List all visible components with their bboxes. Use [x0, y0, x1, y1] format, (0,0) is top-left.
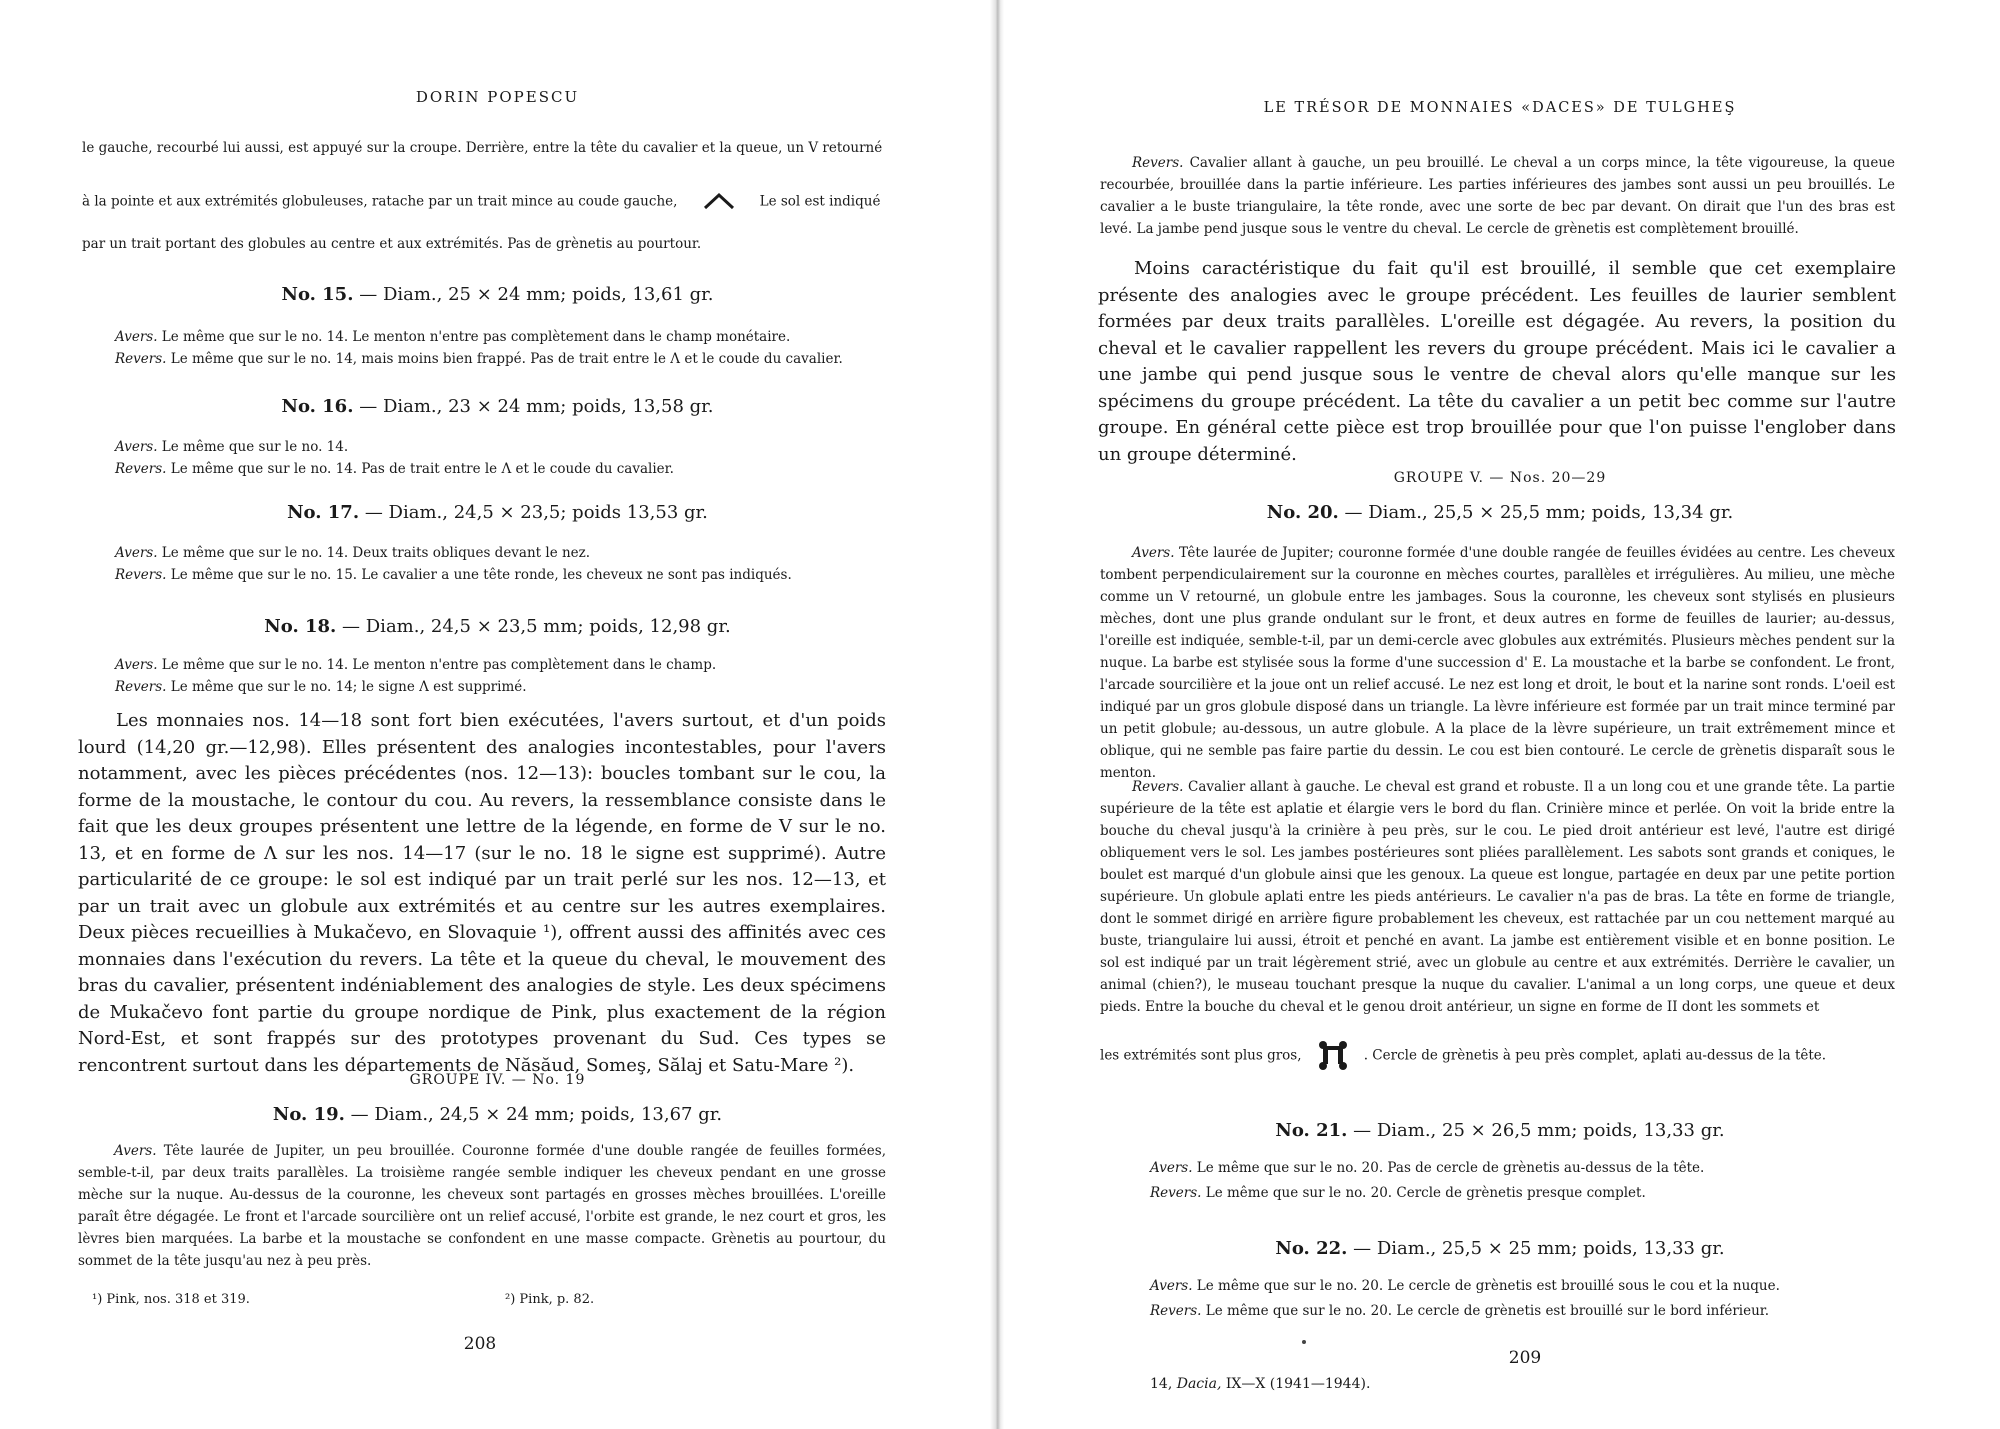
coin-number: No. 17.	[287, 502, 360, 523]
coin-20-end-line	[1100, 1040, 1900, 1070]
revers-label: Revers.	[1150, 1185, 1202, 1201]
end-text-after: . Cercle de grènetis à peu près complet, aplati au-dessus de la tête.	[1363, 1047, 1827, 1064]
left-page	[0, 0, 995, 1429]
end-text-before: les extrémités sont plus gros,	[1100, 1047, 1302, 1064]
avers-text: Le même que sur le no. 14.	[161, 439, 349, 455]
avers-text: Le même que sur le no. 20. Le cercle de grènetis est brouillé sous le cou et la nuque.	[1196, 1278, 1780, 1294]
revers-text: Le même que sur le no. 14. Pas de trait entre le Λ et le coude du cavalier.	[170, 461, 674, 477]
running-header-left: DORIN POPESCU	[415, 88, 580, 106]
coin-19-description	[78, 1140, 886, 1272]
intro-text	[82, 140, 892, 156]
coin-17-description	[115, 542, 915, 586]
lambda-sign-icon	[701, 190, 737, 212]
coin-22-description	[1150, 1274, 1920, 1324]
coin-measures: — Diam., 24,5 × 23,5 mm; poids, 12,98 gr.	[342, 616, 731, 637]
coin-measures: — Diam., 25 × 26,5 mm; poids, 13,33 gr.	[1353, 1120, 1725, 1141]
revers-label: Revers.	[115, 679, 167, 695]
coin-20-revers	[1100, 776, 1895, 1018]
avers-text: Tête laurée de Jupiter, un peu brouillée. Couronne formée d'une double rangée de feuilles formées, semble-t-il, par deux traits parallèles. La troisième rangée semble indiquer les cheveux pendant en une grosse mèche sur la nuque. Au-dessus de la couronne, les cheveux sont partagés en grosses mèches brouillées. L'oreille paraît être dégagée. Le front et l'arcade sourcilière ont un relief accusé, l'orbite est grande, le nez court et gros, les lèvres bien marquées. La barbe et la moustache se confondent en une masse compacte. Grènetis au pourtour, du sommet de la tête jusqu'au nez à peu près.	[78, 1143, 886, 1269]
coin-measures: — Diam., 25,5 × 25 mm; poids, 13,33 gr.	[1353, 1238, 1725, 1259]
avers-text: Le même que sur le no. 14. Le menton n'entre pas complètement dans le champ.	[161, 657, 717, 673]
revers-label: Revers.	[1132, 779, 1184, 795]
coin-number: No. 19.	[272, 1104, 345, 1125]
revers-text: Le même que sur le no. 15. Le cavalier a une tête ronde, les cheveux ne sont pas indiqués.	[170, 567, 792, 583]
body-paragraph-right	[1098, 256, 1896, 468]
revers-label: Revers.	[115, 461, 167, 477]
avers-text: Le même que sur le no. 14. Deux traits obliques devant le nez.	[161, 545, 591, 561]
avers-label: Avers.	[115, 545, 158, 561]
coin-number: No. 22.	[1275, 1238, 1348, 1259]
intro-line-2: à la pointe et aux extrémités globuleuses, ratache par un trait mince au coude gauche,	[82, 193, 678, 210]
body-paragraph-text: Les monnaies nos. 14—18 sont fort bien exécutées, l'avers surtout, et d'un poids lourd (14,20 gr.—12,98). Elles présentent des analogies incontestables, pour l'avers notamment, avec les pièces précédentes (nos. 12—13): boucles tombant sur le cou, la forme de la moustache, le contour du cou. Au revers, la ressemblance consiste dans le fait que les deux groupes présentent une lettre de la légende, en forme de V sur le no. 13, et en forme de Λ sur les nos. 14—17 (sur le no. 18 le signe est supprimé). Autre particularité de ce groupe: le sol est indiqué par un trait perlé sur les nos. 12—13, et par un trait avec un globule aux extrémités et au centre sur les autres exemplaires. Deux pièces recueillies à Mukačevo, en Slovaquie ¹), offrent aussi des affinités avec ces monnaies dans l'exécution du revers. La tête et la queue du cheval, le mouvement des bras du cavalier, présentent indéniablement des analogies de style. Les deux spécimens de Mukačevo font partie du groupe nordique de Pink, plus exactement de la région Nord-Est, et sont frappés sur des prototypes provenant du Sud. Ces types se rencontrent surtout dans les départements de Năsăud, Someş, Sălaj et Satu-Mare ²).	[78, 710, 886, 1076]
avers-label: Avers.	[114, 1143, 157, 1159]
intro-line-1: le gauche, recourbé lui aussi, est appuyé sur la croupe. Derrière, entre la tête du cavalier et la queue, un V retourné	[82, 140, 883, 156]
coin-measures: — Diam., 24,5 × 23,5; poids 13,53 gr.	[364, 502, 708, 523]
coin-heading-16	[0, 396, 995, 417]
footnote-1: ¹) Pink, nos. 318 et 319.	[92, 1292, 250, 1307]
coin-heading-17	[0, 502, 995, 523]
revers-label: Revers.	[115, 351, 167, 367]
body-paragraph	[78, 708, 886, 1079]
intro-line-3-wrap	[82, 236, 892, 252]
revers-label: Revers.	[1132, 155, 1184, 171]
avers-label: Avers.	[115, 439, 158, 455]
signature-line	[1150, 1376, 1370, 1392]
intro-line-2-wrap	[82, 190, 892, 212]
revers-text: Le même que sur le no. 14; le signe Λ est supprimé.	[170, 679, 527, 695]
coin-measures: — Diam., 25 × 24 mm; poids, 13,61 gr.	[359, 284, 714, 305]
groupe-heading: GROUPE IV. — No. 19	[409, 1072, 586, 1088]
coin-heading-18	[0, 616, 995, 637]
print-mark-dot	[1302, 1340, 1306, 1344]
coin-heading-22	[1000, 1238, 2000, 1259]
coin-heading-15	[0, 284, 995, 305]
revers-text: Cavalier allant à gauche. Le cheval est grand et robuste. Il a un long cou et une grande tête. La partie supérieure de la tête est aplatie et élargie vers le bord du flan. Crinière mince et perlée. On voit la bride entre la bouche du cheval jusqu'à la crinière à peu près, sur le cou. Le pied droit antérieur est levé, l'autre est dirigé obliquement vers le sol. Les jambes postérieures sont pliées parallèlement. Les sabots sont grands et coniques, le boulet est marqué d'un globule ainsi que les genoux. La queue est longue, partagée en deux par une petite portion supérieure. Un globule aplati entre les pieds antérieurs. Le cavalier n'a pas de bras. La tête en forme de triangle, dont le sommet dirigé en arrière figure probablement les cheveux, est rattachée par un cou nettement marqué au buste, triangulaire lui aussi, étroit et penché en avant. La jambe est entièrement visible et en bonne position. Le sol est indiqué par un trait légèrement strié, avec un globule au centre et aux extrémités. Derrière le cavalier, un animal (chien?), le museau touchant presque la nuque du cavalier. L'animal a un long corps, une queue et deux pieds. Entre la bouche du cheval et le genou droit antérieur, un signe en forme de II dont les sommets et	[1100, 779, 1895, 1015]
coin-number: No. 20.	[1266, 502, 1339, 523]
right-page	[1000, 0, 2000, 1429]
coin-measures: — Diam., 25,5 × 25,5 mm; poids, 13,34 gr.	[1344, 502, 1734, 523]
ii-sign-icon	[1317, 1040, 1349, 1070]
avers-label: Avers.	[1132, 545, 1175, 561]
avers-label: Avers.	[1150, 1160, 1193, 1176]
coin-measures: — Diam., 23 × 24 mm; poids, 13,58 gr.	[359, 396, 714, 417]
signature-prefix: 14,	[1150, 1376, 1173, 1392]
signature-journal: Dacia,	[1176, 1376, 1222, 1392]
avers-label: Avers.	[115, 657, 158, 673]
coin-number: No. 21.	[1275, 1120, 1348, 1141]
coin-20-avers	[1100, 542, 1895, 784]
revers-text: Cavalier allant à gauche, un peu brouillé. Le cheval a un corps mince, la tête vigoureuse, la queue recourbée, brouillée dans la partie inférieure. Les parties inférieures des jambes sont aussi un peu brouillés. Le cavalier a le buste triangulaire, la tête ronde, avec une sorte de bec par devant. On dirait que l'un des bras est levé. La jambe pend jusque sous le ventre du cheval. Le cercle de grènetis est complètement brouillé.	[1100, 155, 1895, 237]
revers-text: Le même que sur le no. 14, mais moins bien frappé. Pas de trait entre le Λ et le coude du cavalier.	[170, 351, 843, 367]
avers-text: Le même que sur le no. 20. Pas de cercle de grènetis au-dessus de la tête.	[1196, 1160, 1705, 1176]
signature-suffix: IX—X (1941—1944).	[1225, 1376, 1371, 1392]
avers-label: Avers.	[115, 329, 158, 345]
coin-heading-21	[1000, 1120, 2000, 1141]
coin-18-description	[115, 654, 915, 698]
body-paragraph-text: Moins caractéristique du fait qu'il est brouillé, il semble que cet exemplaire présente des analogies avec le groupe précédent. Les feuilles de laurier semblent formées par deux traits parallèles. L'oreille est dégagée. Au revers, la position du cheval et le cavalier rappellent les revers du groupe précédent. Mais ici le cavalier a une jambe qui pend jusque sous le ventre de cheval alors qu'elle manque sur les spécimens du groupe précédent. La tête du cavalier a un petit bec comme sur l'autre groupe. En général cette pièce est trop brouillée pour que l'on puisse l'englober dans un groupe déterminé.	[1098, 258, 1896, 465]
revers-label: Revers.	[1150, 1303, 1202, 1319]
revers-text: Le même que sur le no. 20. Le cercle de grènetis est brouillé sur le bord inférieur.	[1205, 1303, 1770, 1319]
footnote-2: ²) Pink, p. 82.	[505, 1292, 595, 1307]
coin-15-description	[115, 326, 915, 370]
running-header-right: LE TRÉSOR DE MONNAIES «DACES» DE TULGHEŞ	[1263, 100, 1737, 116]
coin-heading-20	[1000, 502, 2000, 523]
coin-heading-19	[0, 1104, 995, 1125]
coin-number: No. 18.	[264, 616, 337, 637]
coin-measures: — Diam., 24,5 × 24 mm; poids, 13,67 gr.	[350, 1104, 723, 1125]
avers-text: Tête laurée de Jupiter; couronne formée d'une double rangée de feuilles évidées au centre. Les cheveux tombent perpendiculairement sur la couronne en mèches courtes, parallèles et irrégulières. Au milieu, une mèche comme un V retourné, un globule entre les jambages. Sous la couronne, les cheveux sont stylisés en plusieurs mèches, dont une plus grande ondulant sur le front, et deux autres en forme de feuilles de laurier; au-dessus, l'oreille est indiquée, semble-t-il, par un demi-cercle avec globules aux extrémités. Plusieurs mèches pendent sur la nuque. La barbe est stylisée sous la forme d'une succession d' E. La moustache et la barbe se confondent. Le front, l'arcade sourcilière et la joue ont un relief accusé. Le nez est long et droit, le bout et la narine sont ronds. L'oeil est indiqué par un gros globule disposé dans un triangle. La lèvre inférieure est formée par un trait mince terminé par un petit globule; au-dessous, un autre globule. A la place de la lèvre supérieure, un trait extrêmement mince et oblique, qui ne semble pas faire partie du dessin. Le cou est bien contouré. Le cercle de grènetis disparaît sous le menton.	[1100, 545, 1895, 781]
coin-21-description	[1150, 1156, 1910, 1206]
revers-block	[1100, 152, 1895, 240]
revers-label: Revers.	[115, 567, 167, 583]
coin-number: No. 16.	[281, 396, 354, 417]
page-number-right: 209	[1508, 1348, 1542, 1368]
groupe-heading: GROUPE V. — Nos. 20—29	[1393, 470, 1607, 486]
avers-text: Le même que sur le no. 14. Le menton n'entre pas complètement dans le champ monétaire.	[161, 329, 791, 345]
avers-label: Avers.	[1150, 1278, 1193, 1294]
intro-line-3: par un trait portant des globules au centre et aux extrémités. Pas de grènetis au pourtour.	[82, 236, 702, 252]
page-number-left: 208	[463, 1334, 497, 1354]
coin-16-description	[115, 436, 915, 480]
intro-line-2b: Le sol est indiqué	[759, 193, 881, 210]
revers-text: Le même que sur le no. 20. Cercle de grènetis presque complet.	[1205, 1185, 1646, 1201]
coin-number: No. 15.	[281, 284, 354, 305]
